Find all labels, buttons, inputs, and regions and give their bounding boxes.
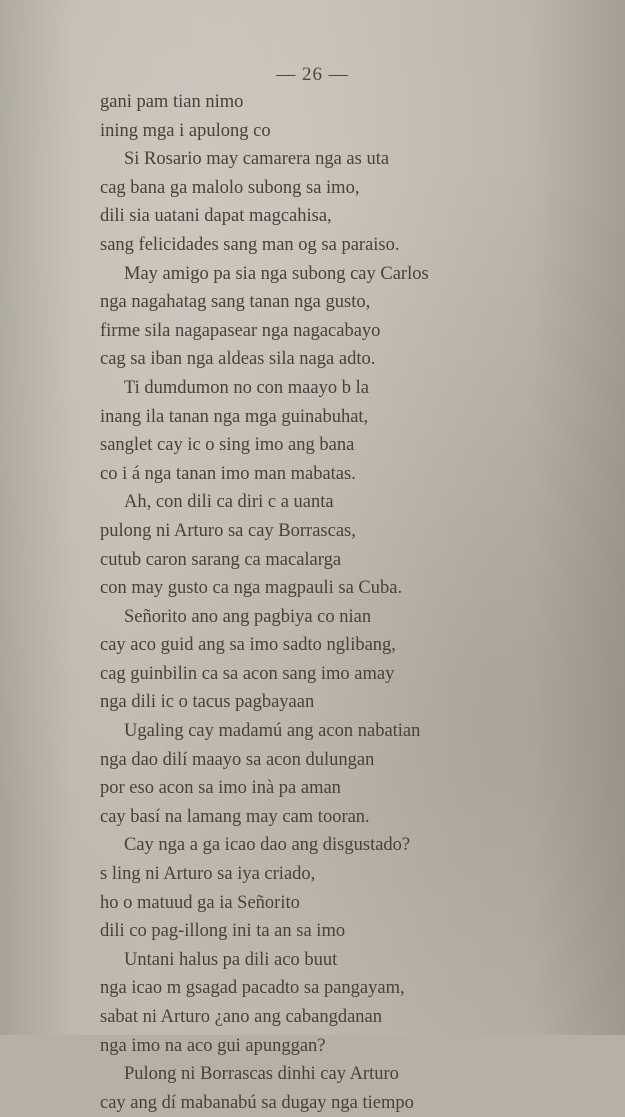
text-line: nga dili ic o tacus pagbayaan (100, 692, 315, 713)
text-line: cag bana ga malolo subong sa imo, (100, 177, 360, 198)
text-line: pulong ni Arturo sa cay Borrascas, (100, 520, 356, 541)
poem-text (100, 88, 550, 1117)
text-line: sang felicidades sang man og sa paraiso. (100, 234, 400, 255)
text-line: Pulong ni Borrascas dinhi cay Arturo (124, 1064, 399, 1085)
text-line: sanglet cay ic o sing imo ang bana (100, 435, 355, 456)
text-line: gani pam tian nimo (100, 92, 244, 112)
text-line: con may gusto ca nga magpauli sa Cuba. (100, 578, 403, 599)
text-line: Ti dumdumon no con maayo b la (124, 377, 369, 398)
text-line: por eso acon sa imo inà pa aman (100, 778, 341, 799)
text-line: sabat ni Arturo ¿ano ang cabangdanan (100, 1007, 383, 1027)
text-line: Señorito ano ang pagbiya co nian (124, 606, 372, 627)
page-number: — 26 — (276, 64, 349, 85)
text-line: inang ila tanan nga mga guinabuhat, (100, 406, 369, 427)
text-line: nga nagahatag sang tanan nga gusto, (100, 292, 371, 313)
text-line: cag guinbilin ca sa acon sang imo amay (100, 663, 395, 684)
text-line: cay basí na lamang may cam tooran. (100, 806, 370, 827)
text-line: s ling ni Arturo sa iya criado, (100, 864, 316, 885)
text-line: dili co pag-illong ini ta an sa imo (100, 921, 346, 942)
text-line: ining mga i apulong co (100, 120, 271, 141)
text-line: nga icao m gsagad pacadto sa pangayam, (100, 978, 405, 999)
text-line: cag sa iban nga aldeas sila naga adto. (100, 349, 376, 370)
text-line: Ah, con dili ca diri c a uanta (124, 492, 334, 513)
text-line: nga dao dilí maayo sa acon dulungan (100, 749, 375, 770)
text-line: Untani halus pa dili aco buut (124, 949, 338, 970)
text-line: May amigo pa sia nga subong cay Carlos (124, 263, 429, 284)
text-line: firme sila nagapasear nga nagacabayo (100, 320, 381, 341)
text-line: ho o matuud ga ia Señorito (100, 892, 300, 913)
text-line: Ugaling cay madamú ang acon nabatian (124, 721, 421, 742)
text-line: cay ang dí mabanabú sa dugay nga tiempo (100, 1092, 414, 1113)
text-line: co i á nga tanan imo man mabatas. (100, 463, 356, 484)
text-line: cutub caron sarang ca macalarga (100, 549, 342, 570)
text-line: nga imo na aco gui apunggan? (100, 1035, 326, 1056)
text-line: Cay nga a ga icao dao ang disgustado? (124, 835, 411, 856)
text-line: cay aco guid ang sa imo sadto nglibang, (100, 635, 396, 656)
text-line: dili sia uatani dapat magcahisa, (100, 206, 332, 227)
text-line: Si Rosario may camarera nga as uta (124, 149, 390, 170)
